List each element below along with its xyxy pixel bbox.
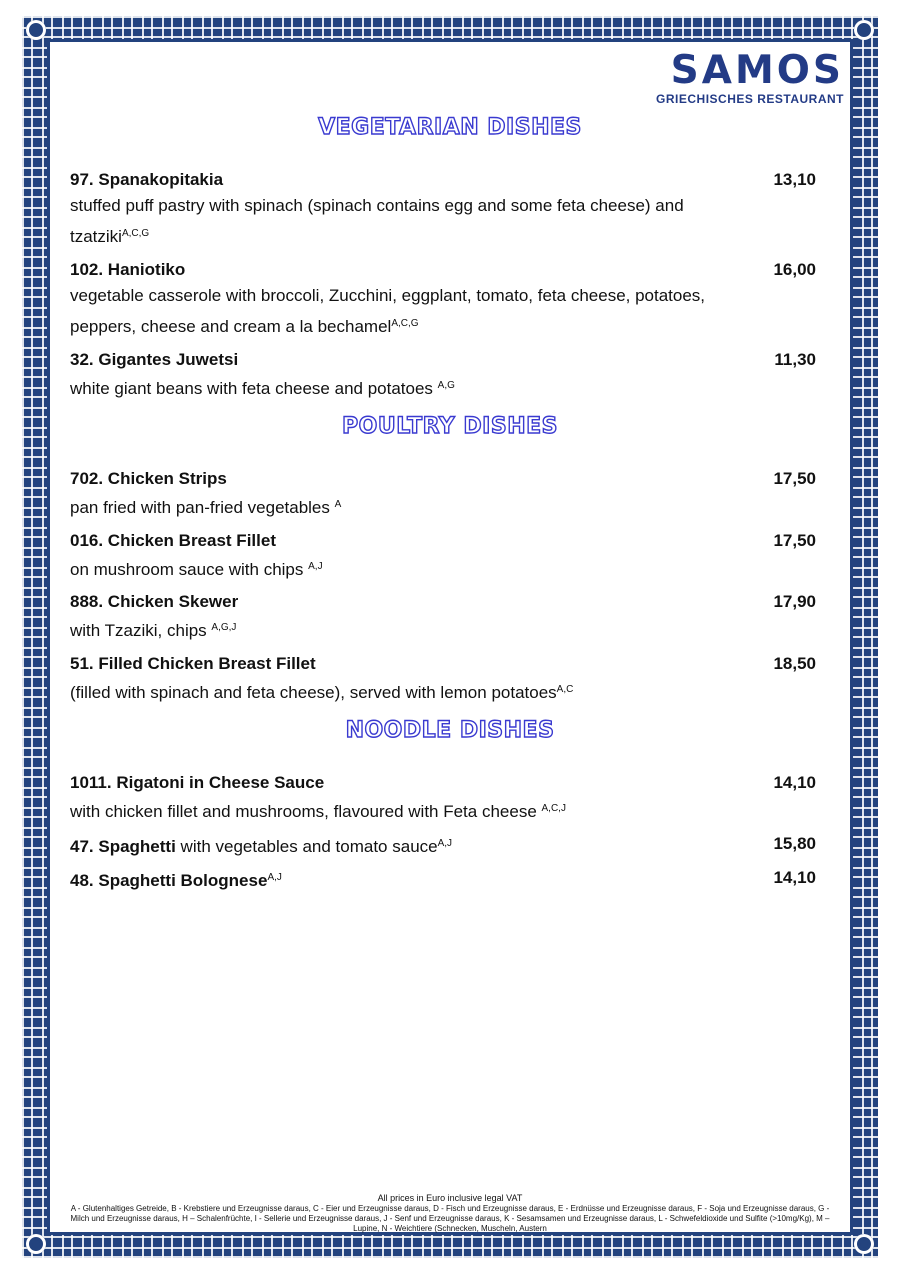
item-price: 14,10	[773, 868, 816, 887]
allergen-codes: A,G	[437, 380, 455, 391]
item-name: 016. Chicken Breast Fillet	[70, 531, 276, 550]
menu-item	[70, 832, 816, 859]
item-price: 16,00	[773, 260, 816, 279]
section-heading-noodle: NOODLE DISHES	[345, 718, 555, 743]
item-description: stuffed puff pastry with spinach (spinach contains egg and some feta cheese) and tzatziki$^{A,C,G}$	[70, 196, 684, 246]
corner-ornament-bottom-left	[26, 1234, 46, 1254]
menu-item	[70, 529, 816, 584]
item-description: white giant beans with feta cheese and potatoes $^{A,G}$	[70, 379, 455, 398]
menu-item	[70, 168, 816, 251]
corner-ornament-top-left	[26, 20, 46, 40]
menu-item	[70, 258, 816, 341]
menu-item	[70, 866, 816, 893]
menu-item	[70, 348, 816, 403]
allergen-codes: A	[334, 499, 342, 510]
section-heading-vegetarian: VEGETARIAN DISHES	[318, 115, 582, 140]
allergen-codes: A,C,G	[121, 228, 150, 239]
item-name: 888. Chicken Skewer	[70, 592, 239, 611]
item-description: on mushroom sauce with chips $^{A,J}$	[70, 560, 323, 579]
menu-footer	[70, 1193, 830, 1234]
item-name: 1011. Rigatoni in Cheese Sauce	[70, 773, 325, 792]
item-description: with vegetables and tomato sauce	[180, 837, 438, 856]
item-name: 48. Spaghetti Bolognese	[70, 871, 268, 890]
item-price: 11,30	[774, 350, 816, 369]
item-name: 32. Gigantes Juwetsi	[70, 350, 239, 369]
item-price: 17,50	[773, 531, 816, 550]
allergen-codes: A,C,J	[541, 803, 566, 814]
corner-ornament-bottom-right	[854, 1234, 874, 1254]
item-price: 13,10	[773, 170, 816, 189]
item-description: (filled with spinach and feta cheese), served with lemon potatoes$^{A,C}$	[70, 683, 574, 702]
menu-item	[70, 771, 816, 826]
restaurant-logo	[656, 48, 844, 106]
item-name: 102. Haniotiko	[70, 260, 186, 279]
item-name: 97. Spanakopitakia	[70, 170, 224, 189]
item-price: 15,80	[773, 834, 816, 853]
section-heading-poultry: POULTRY DISHES	[342, 414, 558, 439]
allergen-codes: A,J	[437, 838, 453, 849]
item-name: 51. Filled Chicken Breast Fillet	[70, 654, 316, 673]
item-description: pan fried with pan-fried vegetables $^A$	[70, 498, 342, 517]
item-name: 702. Chicken Strips	[70, 469, 227, 488]
corner-ornament-top-right	[854, 20, 874, 40]
logo-subtitle: GRIECHISCHES RESTAURANT	[656, 92, 844, 106]
menu-item	[70, 467, 816, 522]
allergen-codes: A,C,G	[391, 318, 419, 329]
allergen-codes: A,J	[267, 872, 282, 883]
item-price: 14,10	[773, 773, 816, 792]
menu-item	[70, 590, 816, 645]
item-description: with Tzaziki, chips $^{A,G,J}$	[70, 621, 237, 640]
item-price: 17,90	[773, 592, 816, 611]
item-name: 47. Spaghetti	[70, 837, 176, 856]
allergen-codes: A,C	[556, 684, 574, 695]
item-price: 18,50	[773, 654, 816, 673]
item-description: with chicken fillet and mushrooms, flavoured with Feta cheese $^{A,C,J}$	[70, 802, 566, 821]
allergen-legend: A - Glutenhaltiges Getreide, B - Krebstiere und Erzeugnisse daraus, C - Eier und Erzeugnisse daraus, D - Fisch und Erzeugnisse daraus, E - Erdnüsse und Erzeugnisse daraus, F - Soja und Erzeugnisse daraus, G - Milch und Erzeugnisse daraus, H – Schalenfrüchte, I - Sellerie und Erzeugnisse daraus, J - Senf und Erzeugnisse daraus, K - Sesamsamen und Erzeugnisse daraus, L - Schwefeldioxide und Sulfite (>10mg/Kg), M – Lupine, N - Weichtiere (Schnecken, Muscheln, Austern	[70, 1204, 830, 1233]
allergen-codes: A,J	[308, 561, 323, 572]
menu-item	[70, 652, 816, 707]
allergen-codes: A,G,J	[211, 622, 237, 633]
item-price: 17,50	[773, 469, 816, 488]
vat-notice: All prices in Euro inclusive legal VAT	[377, 1193, 523, 1203]
item-description: vegetable casserole with broccoli, Zucchini, eggplant, tomato, feta cheese, potatoes, peppers, cheese and cream a la bechamel$^{A,C,G}$	[70, 286, 706, 336]
logo-title: SAMOS	[670, 48, 844, 93]
